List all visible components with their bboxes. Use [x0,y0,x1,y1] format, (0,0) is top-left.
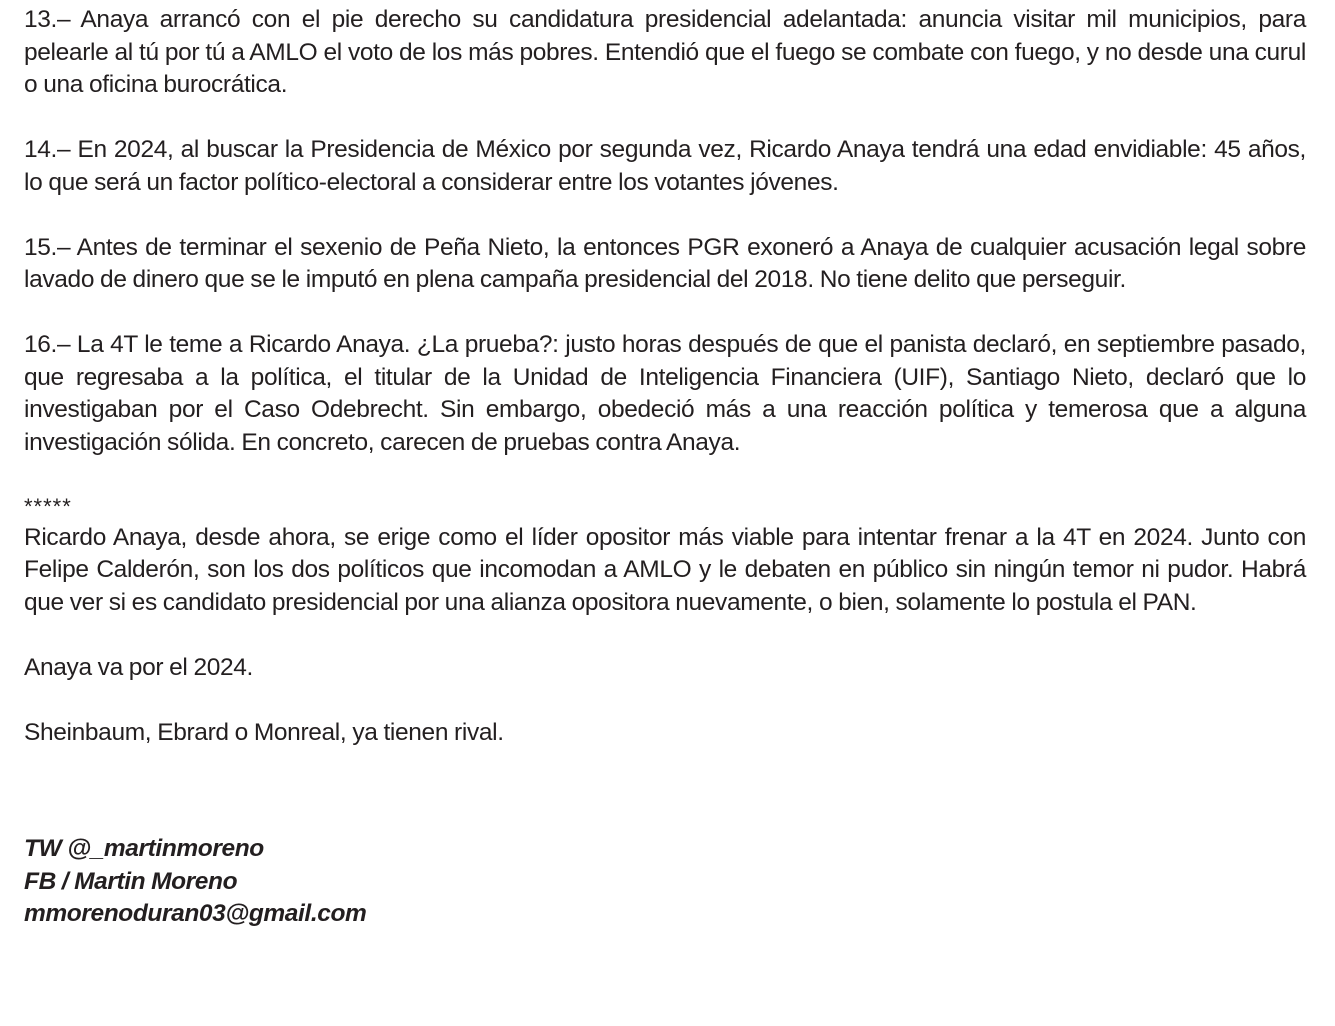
paragraph-15: 15.– Antes de terminar el sexenio de Peña Nieto, la entonces PGR exoneró a Anaya de cualquier acusación legal sobre lavado de dinero que se le imputó en plena campaña presidencial del 2018. No tiene delito que perseguir. [24,233,1306,293]
closing-line-anaya: Anaya va por el 2024. [24,653,254,681]
twitter-handle: TW @_martinmoreno [24,835,264,862]
author-signature [24,833,1306,931]
facebook-handle: FB / Martin Moreno [24,867,238,895]
paragraph-14: 14.– En 2024, al buscar la Presidencia de México por segunda vez, Ricardo Anaya tendrá una edad envidiable: 45 años, lo que será un factor político-electoral a considerar entre los votantes jóvenes. [24,136,1306,196]
paragraph-16: 16.– La 4T le teme a Ricardo Anaya. ¿La prueba?: justo horas después de que el panista declaró, en septiembre pasado, que regresaba a la política, el titular de la Unidad de Inteligencia Financiera (UIF), Santiago Nieto, declaró que lo investigaban por el Caso Odebrecht. Sin embargo, obedeció más a una reacción política y temerosa que a alguna investigación sólida. En concreto, carecen de pruebas contra Anaya. [24,331,1306,456]
closing-paragraph: Ricardo Anaya, desde ahora, se erige como el líder opositor más viable para intentar frenar a la 4T en 2024. Junto con Felipe Calderón, son los dos políticos que incomodan a AMLO y le debaten en público sin ningún temor ni pudor. Habrá que ver si es candidato presidencial por una alianza opositora nuevamente, o bien, solamente lo postula el PAN. [24,523,1306,616]
section-separator: ***** [24,493,72,519]
paragraph-13: 13.– Anaya arrancó con el pie derecho su candidatura presidencial adelantada: anuncia visitar mil municipios, para pelearle al tú por tú a AMLO el voto de los más pobres. Entendió que el fuego se combate con fuego, y no desde una curul o una oficina burocrática. [24,6,1306,98]
article-body [24,4,1306,931]
closing-line-rivals: Sheinbaum, Ebrard o Monreal, ya tienen rival. [24,718,504,746]
email-address: mmorenoduran03@gmail.com [24,900,367,927]
